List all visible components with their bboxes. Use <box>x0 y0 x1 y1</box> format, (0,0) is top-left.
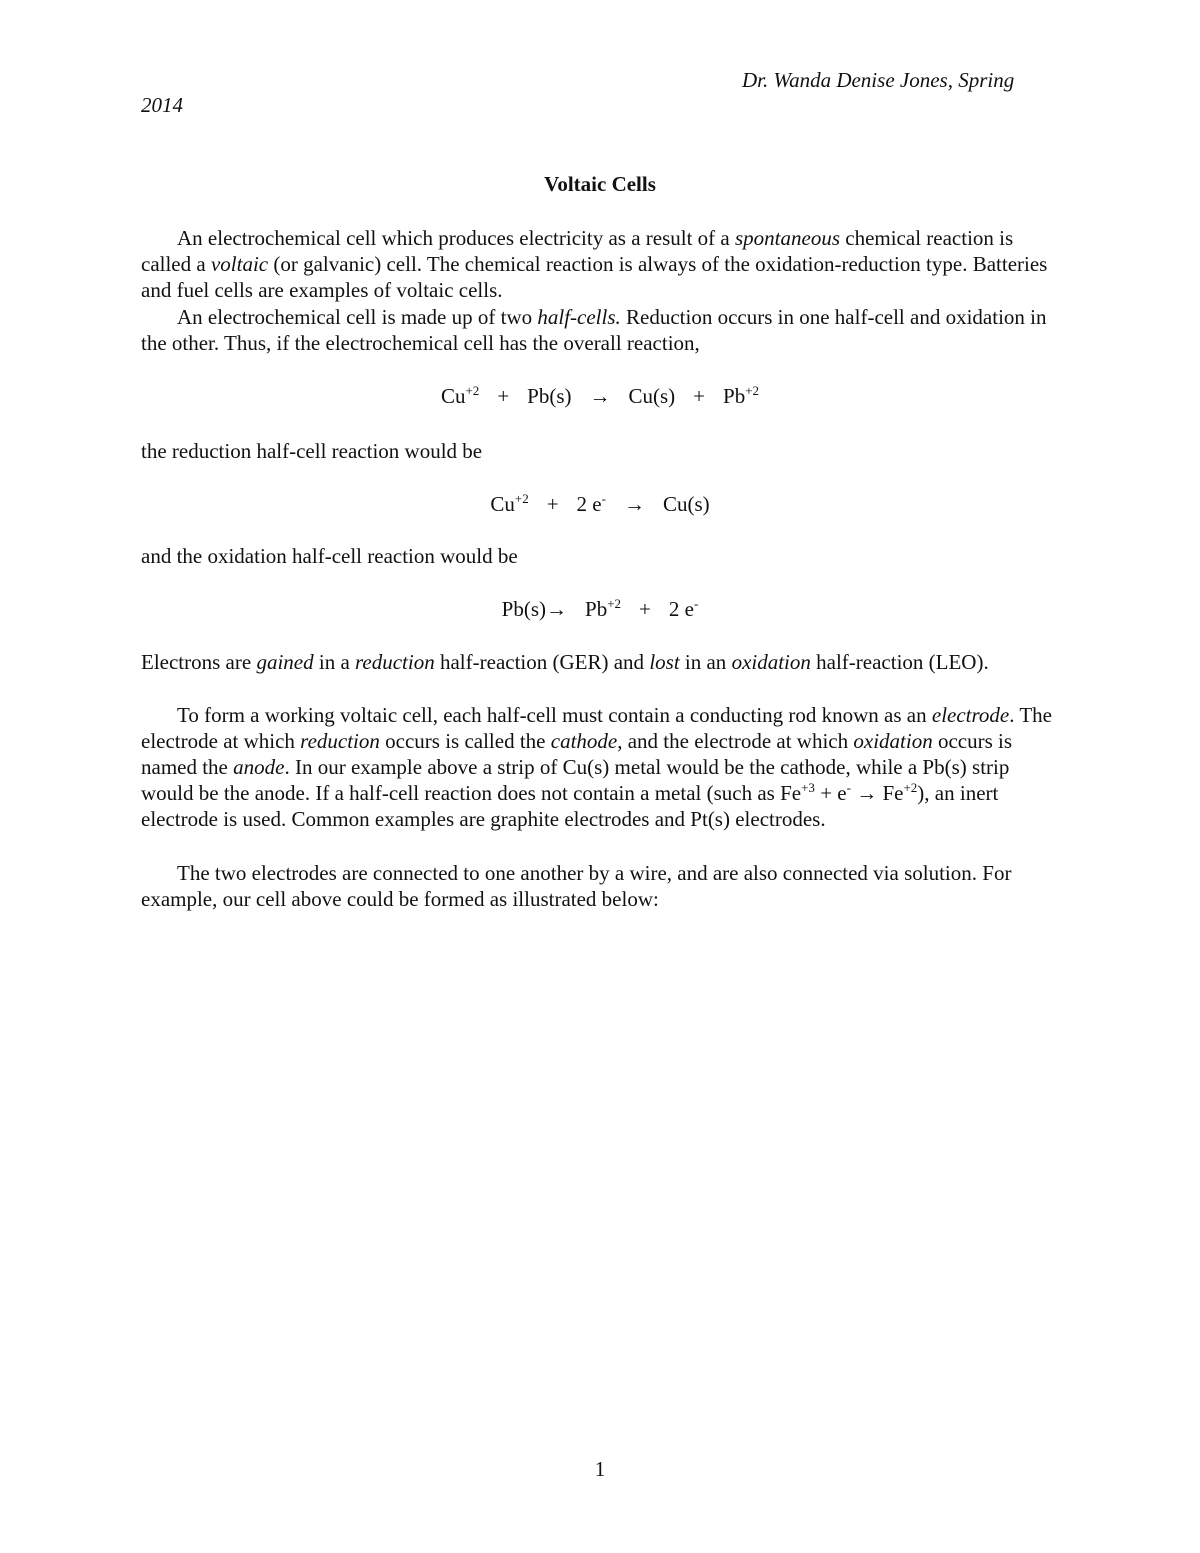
header-year: 2014 <box>141 93 183 117</box>
page-number: 1 <box>594 1457 606 1481</box>
equation-oxidation: $Pb(s)\to Pb^{+2} + 2$ e- <box>501 596 699 621</box>
paragraph-ger-leo: Electrons are gained in a reduction half-reaction (GER) and lost in an oxidation half-reaction (LEO). <box>141 650 989 674</box>
equation-reduction: $Cu^{+2} + 2$ e- → Cu(s) <box>490 491 710 516</box>
paragraph-voltaic-definition: An electrochemical cell which produces electricity as a result of a spontaneous chemical reaction is called a voltaic (or galvanic) cell. The chemical reaction is always of the oxidation-reduction type. Batteries and fuel cells are examples of voltaic cells. <box>141 226 1048 302</box>
header-author: Dr. Wanda Denise Jones, Spring <box>742 68 1015 92</box>
equation-overall: $Cu^{+2} + Pb(s) \to Cu(s) + Pb^{+2}$ <box>440 383 760 408</box>
paragraph-wire-connection: The two electrodes are connected to one another by a wire, and are also connected via solution. For example, our cell above could be formed as illustrated below: <box>141 861 1012 911</box>
paragraph-oxidation-intro: and the oxidation half-cell reaction would be <box>141 544 518 568</box>
page-title: Voltaic Cells <box>544 172 656 196</box>
paragraph-half-cells: An electrochemical cell is made up of two half-cells. Reduction occurs in one half-cell and oxidation in the other. Thus, if the electrochemical cell has the overall reaction, <box>141 305 1047 355</box>
paragraph-reduction-intro: the reduction half-cell reaction would be <box>141 439 483 463</box>
paragraph-electrodes: To form a working voltaic cell, each half-cell must contain a conducting rod known as an electrode. The electrode at which reduction occurs is called the cathode, and the electrode at which oxidation occurs is named the anode. In our example above a strip of Cu(s) metal would be the cathode, while a Pb(s) strip would be the anode. If a half-cell reaction does not contain a metal (such as $Fe^{+3} + e^- \to Fe^{+2}$), an inert electrode is used. Common examples are graphite electrodes and Pt(s) electrodes. <box>141 703 1053 831</box>
